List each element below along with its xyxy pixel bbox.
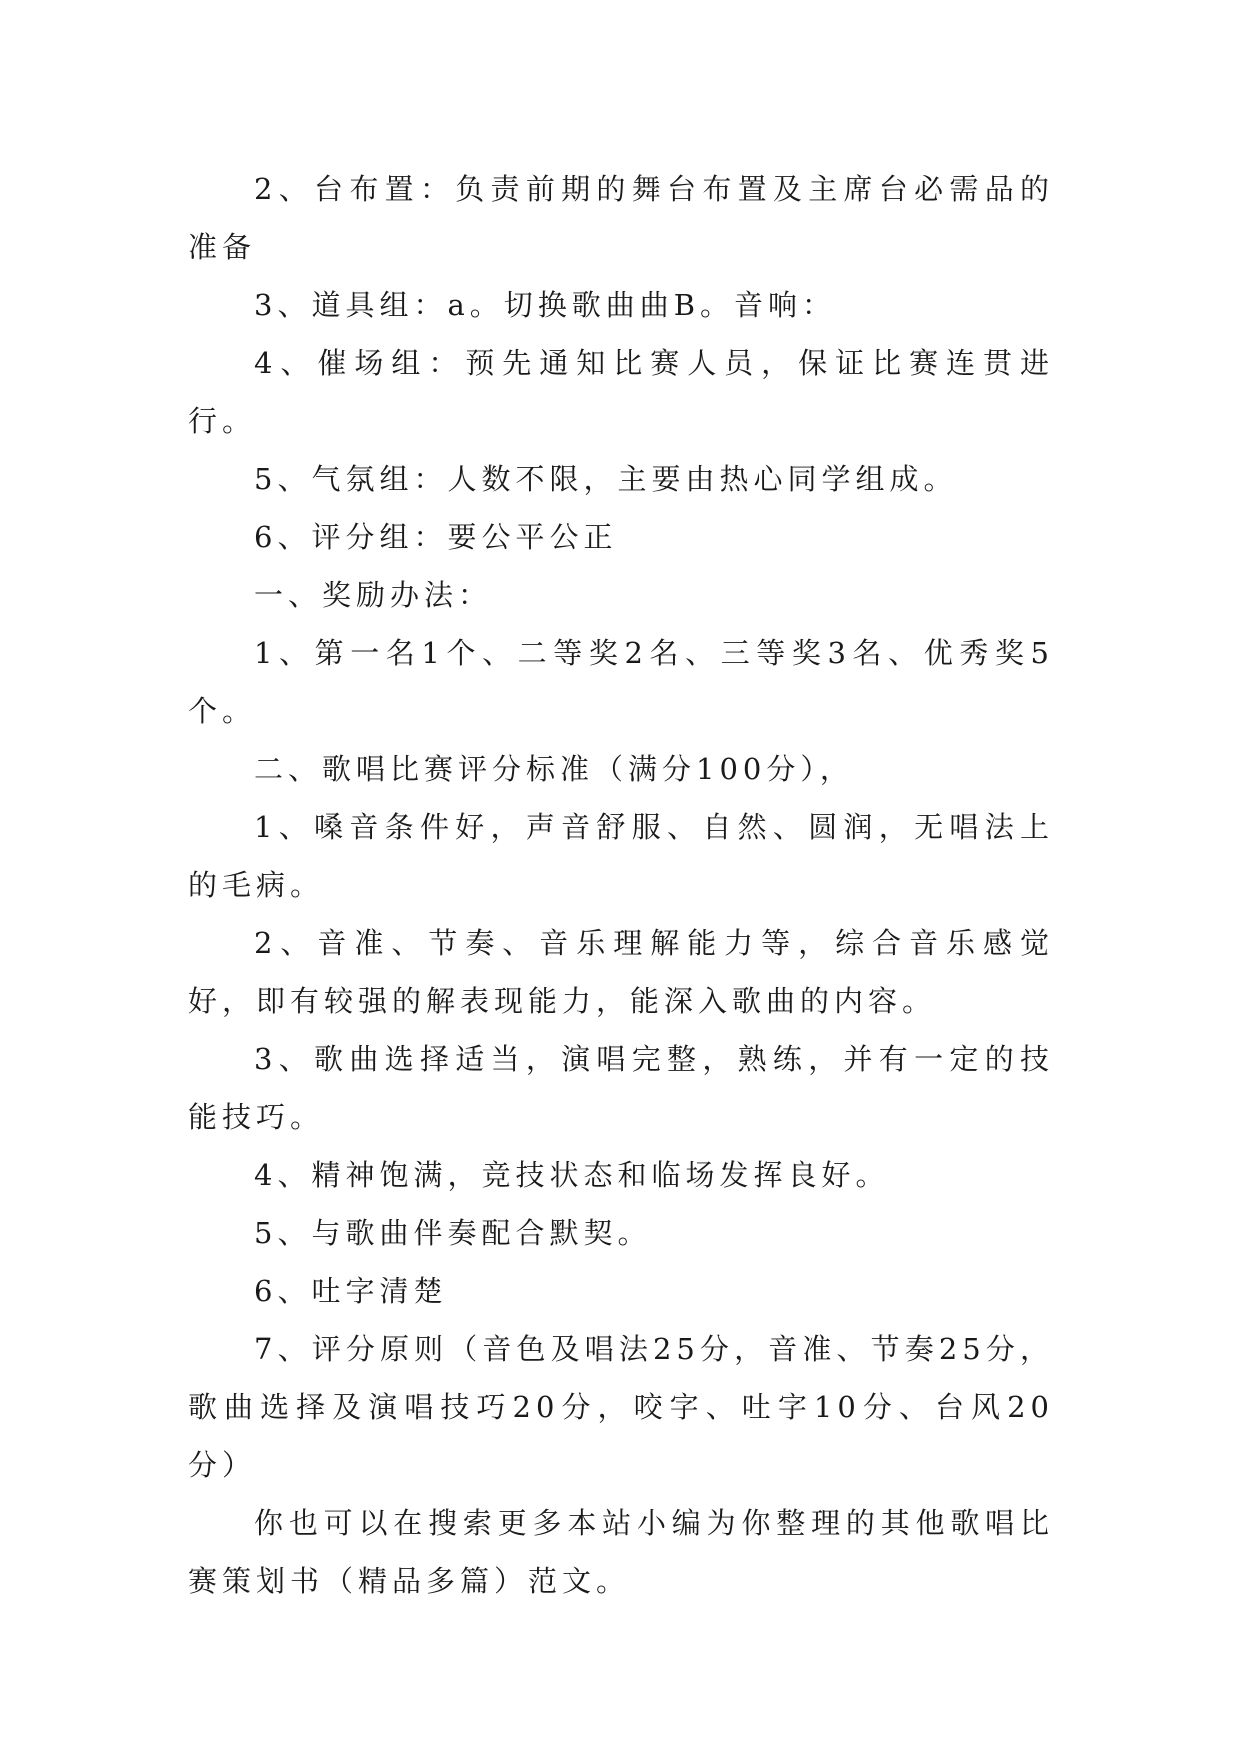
closing-note: 你也可以在搜索更多本站小编为你整理的其他歌唱比赛策划书（精品多篇）范文。 bbox=[188, 1506, 1054, 1598]
paragraph-props-group: 3、道具组：a。切换歌曲曲B。音响： bbox=[254, 288, 837, 322]
section-heading-scoring-criteria: 二、歌唱比赛评分标准（满分100分）， bbox=[254, 752, 854, 786]
section-heading-awards: 一、奖励办法： bbox=[254, 578, 493, 612]
paragraph-stage-setup: 2、台布置：负责前期的舞台布置及主席台必需品的准备 bbox=[188, 172, 1054, 264]
criteria-item-spirit: 4、精神饱满，竞技状态和临场发挥良好。 bbox=[254, 1158, 890, 1192]
criteria-item-diction: 6、吐字清楚 bbox=[254, 1274, 448, 1308]
paragraph-award-list: 1、第一名1个、二等奖2名、三等奖3名、优秀奖5个。 bbox=[188, 636, 1054, 728]
document-body bbox=[188, 160, 1054, 1610]
criteria-item-scoring-principles: 7、评分原则（音色及唱法25分，音准、节奏25分，歌曲选择及演唱技巧20分，咬字、吐字10分、台风20分） bbox=[188, 1332, 1054, 1482]
criteria-item-voice: 1、嗓音条件好，声音舒服、自然、圆润，无唱法上的毛病。 bbox=[188, 810, 1054, 902]
criteria-item-song-choice: 3、歌曲选择适当，演唱完整，熟练，并有一定的技能技巧。 bbox=[188, 1042, 1054, 1134]
criteria-item-musicality: 2、音准、节奏、音乐理解能力等，综合音乐感觉好，即有较强的解表现能力，能深入歌曲的内容。 bbox=[188, 926, 1054, 1018]
paragraph-scoring-group: 6、评分组：要公平公正 bbox=[254, 520, 618, 554]
paragraph-atmosphere-group: 5、气氛组：人数不限，主要由热心同学组成。 bbox=[254, 462, 958, 496]
criteria-item-accompaniment: 5、与歌曲伴奏配合默契。 bbox=[254, 1216, 652, 1250]
paragraph-call-group: 4、催场组：预先通知比赛人员，保证比赛连贯进行。 bbox=[188, 346, 1054, 438]
